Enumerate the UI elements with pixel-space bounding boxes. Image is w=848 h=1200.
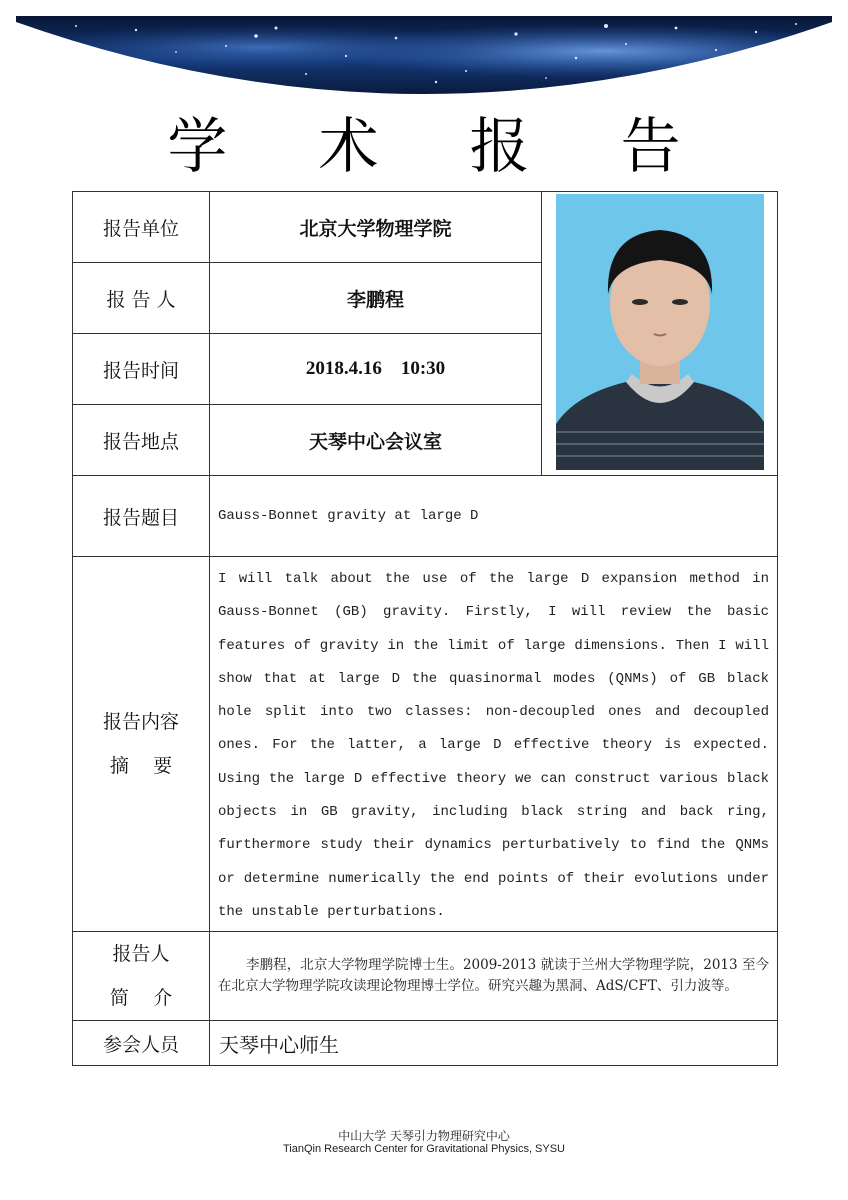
place-value: 天琴中心会议室 xyxy=(210,405,542,476)
abstract-label xyxy=(73,557,210,932)
space-banner xyxy=(16,16,832,98)
topic-value: Gauss-Bonnet gravity at large D xyxy=(210,476,778,557)
time-value: 2018.4.16 10:30 xyxy=(210,334,542,405)
unit-value: 北京大学物理学院 xyxy=(210,192,542,263)
abstract-text: I will talk about the use of the large D expansion method in Gauss-Bonnet (GB) gravity. Firstly, I will review the basic features of gravity in the limit of large dimensions. Then I will show that at large D the quasinormal modes (QNMs) of GB black hole split into two classes: non-decoupled ones and decoupled ones. For the latter, a large D effective theory is expected. Using the large D effective theory we can construct various black objects in GB gravity, including black string and back ring, furthermore study their dynamics perturbatively to find the QNMs or determine numerically the end points of their evolutions under the unstable perturbations. xyxy=(210,557,778,932)
attendees-value: 天琴中心师生 xyxy=(210,1021,778,1066)
page-title: 学 术 报 告 xyxy=(167,112,717,182)
row-abstract xyxy=(73,557,778,932)
bio-label-line2: 简 介 xyxy=(109,987,173,1010)
attendees-label: 参会人员 xyxy=(73,1021,210,1066)
report-info-table xyxy=(72,191,778,1066)
speaker-value: 李鹏程 xyxy=(210,263,542,334)
speaker-label: 报 告 人 xyxy=(73,263,210,334)
footer-org-cn: 中山大学 天琴引力物理研究中心 xyxy=(338,1129,510,1143)
row-topic xyxy=(73,476,778,557)
footer-org-en: TianQin Research Center for Gravitational Physics, SYSU xyxy=(282,1143,566,1155)
time-label: 报告时间 xyxy=(73,334,210,405)
bio-cell xyxy=(210,932,778,1021)
bio-label-line1: 报告人 xyxy=(112,943,170,966)
photo-cell xyxy=(542,192,778,476)
topic-label: 报告题目 xyxy=(73,476,210,557)
place-label: 报告地点 xyxy=(73,405,210,476)
row-attendees xyxy=(73,1021,778,1066)
abstract-label-line1: 报告内容 xyxy=(102,711,179,734)
abstract-label-line2: 摘 要 xyxy=(109,755,173,778)
bio-label xyxy=(73,932,210,1021)
row-unit xyxy=(73,192,778,263)
bio-text: 李鹏程，北京大学物理学院博士生。2009-2013 就读于兰州大学物理学院，2013 至今在北京大学物理学院攻读理论物理博士学位。研究兴趣为黑洞、AdS/CFT、引力波等。 xyxy=(218,957,769,995)
unit-label: 报告单位 xyxy=(73,192,210,263)
speaker-photo xyxy=(556,194,764,470)
row-bio xyxy=(73,932,778,1021)
